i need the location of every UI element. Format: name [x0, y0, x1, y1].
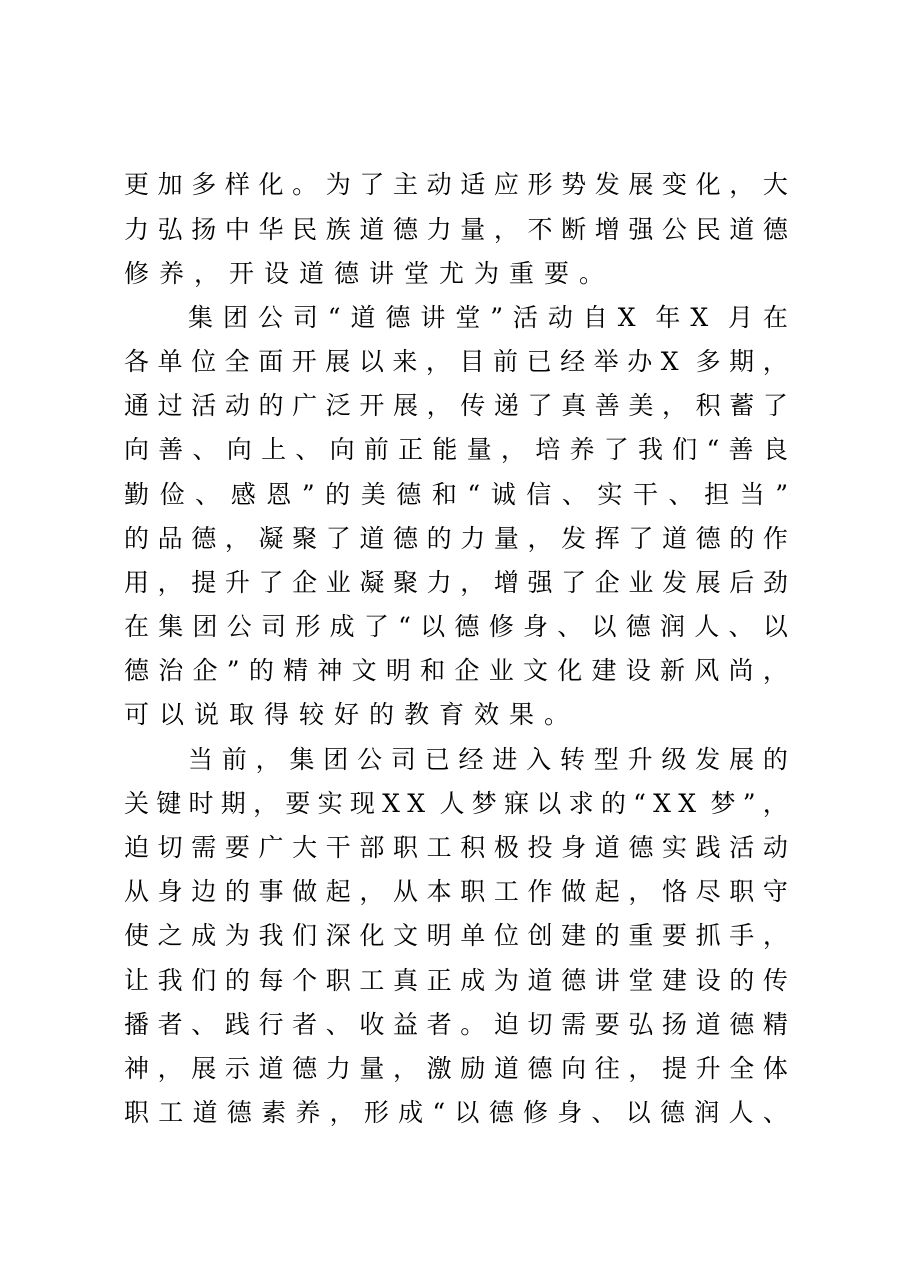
paragraph-line: 职 工 道 德 素 养 ， 形 成 “ 以 德 修 身 、 以 德 润 人 、 [124, 1098, 788, 1127]
paragraph-line: 集 团 公 司 “ 道 德 讲 堂 ” 活 动 自 X 年 X 月 在 [188, 303, 788, 332]
paragraph-line: 力 弘 扬 中 华 民 族 道 德 力 量 ， 不 断 增 强 公 民 道 德 [124, 215, 788, 244]
paragraph-line: 修养，开设道德讲堂尤为重要。 [124, 259, 615, 288]
paragraph-line: 从 身 边 的 事 做 起 ， 从 本 职 工 作 做 起 ， 恪 尽 职 守 [124, 877, 788, 906]
paragraph-line: 当 前 ， 集 团 公 司 已 经 进 入 转 型 升 级 发 展 的 [188, 745, 788, 774]
paragraph-line: 使 之 成 为 我 们 深 化 文 明 单 位 创 建 的 重 要 抓 手 ， [124, 921, 788, 950]
paragraph-line: 用 ， 提 升 了 企 业 凝 聚 力 ， 增 强 了 企 业 发 展 后 劲 [124, 568, 788, 597]
paragraph-line: 神 ， 展 示 道 德 力 量 ， 激 励 道 德 向 往 ， 提 升 全 体 [124, 1054, 788, 1083]
paragraph-line: 通 过 活 动 的 广 泛 开 展 ， 传 递 了 真 善 美 ， 积 蓄 了 [124, 391, 788, 420]
paragraph-line: 德 治 企 ” 的 精 神 文 明 和 企 业 文 化 建 设 新 风 尚 ， [124, 656, 788, 685]
paragraph-line: 勤 俭 、 感 恩 ” 的 美 德 和 “ 诚 信 、 实 干 、 担 当 ” [124, 480, 788, 509]
paragraph-line: 在 集 团 公 司 形 成 了 “ 以 德 修 身 、 以 德 润 人 、 以 [124, 612, 788, 641]
paragraph-line: 更 加 多 样 化 。 为 了 主 动 适 应 形 势 发 展 变 化 ， 大 [124, 170, 788, 199]
paragraph-line: 让 我 们 的 每 个 职 工 真 正 成 为 道 德 讲 堂 建 设 的 传 [124, 966, 788, 995]
paragraph-line: 关 键 时 期 ， 要 实 现 X X 人 梦 寐 以 求 的 “ X X 梦 ” ， [124, 789, 788, 818]
paragraph-line: 向 善 、 向 上 、 向 前 正 能 量 ， 培 养 了 我 们 “ 善 良 [124, 435, 788, 464]
paragraph-line: 各 单 位 全 面 开 展 以 来 ， 目 前 已 经 举 办 X 多 期 ， [124, 347, 788, 376]
paragraph-line: 播 者 、 践 行 者 、 收 益 者 。 迫 切 需 要 弘 扬 道 德 精 [124, 1010, 788, 1039]
paragraph-line: 的 品 德 ， 凝 聚 了 道 德 的 力 量 ， 发 挥 了 道 德 的 作 [124, 524, 788, 553]
paragraph-line: 迫 切 需 要 广 大 干 部 职 工 积 极 投 身 道 德 实 践 活 动 [124, 833, 788, 862]
paragraph-line: 可以说取得较好的教育效果。 [124, 700, 580, 729]
